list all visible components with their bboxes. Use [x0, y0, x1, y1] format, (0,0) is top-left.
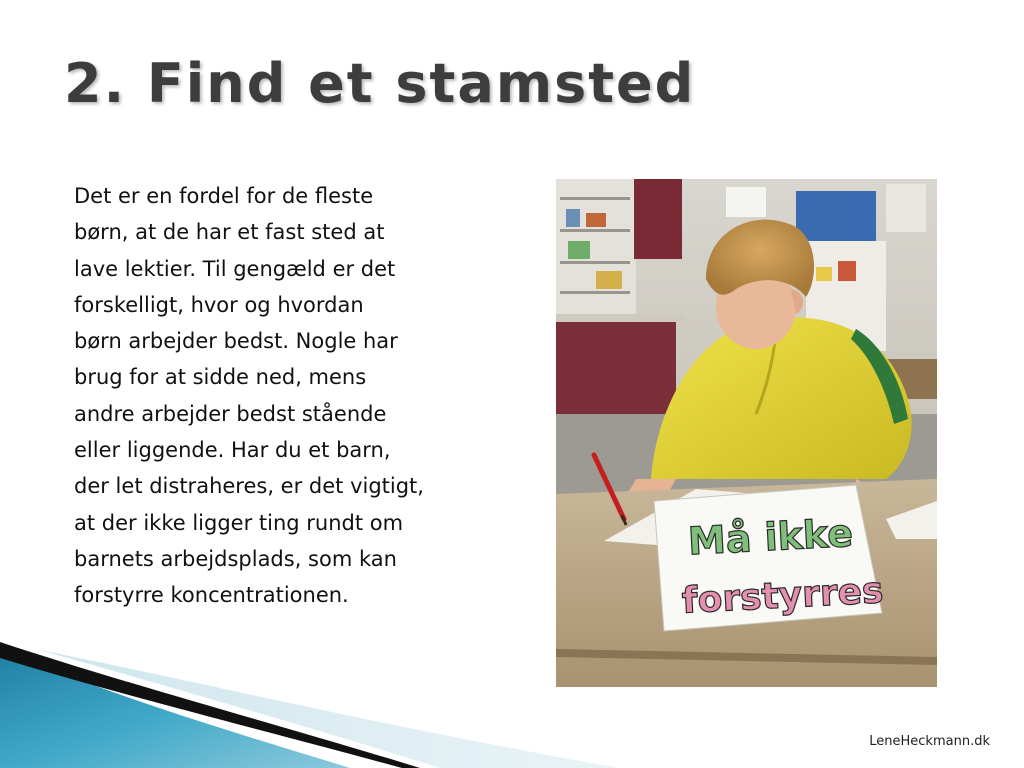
- body-line: lave lektier. Til gengæld er det: [74, 256, 396, 281]
- body-line: Det er en fordel for de fleste: [74, 184, 374, 208]
- body-line: andre arbejder bedst stående: [74, 401, 387, 426]
- do-not-disturb-sign: [654, 485, 884, 631]
- body-line: barnets arbejdsplads, som kan: [74, 546, 397, 571]
- sign-line-1: Må ikke: [686, 510, 854, 564]
- footer-swoosh-decoration: [0, 620, 620, 768]
- body-line: forskelligt, hvor og hvordan: [74, 292, 364, 317]
- sign-line-2: forstyrres: [680, 570, 885, 622]
- classroom-photo: [556, 179, 937, 687]
- body-text: [74, 178, 514, 614]
- body-line: eller liggende. Har du et barn,: [74, 438, 391, 463]
- footer-credit: LeneHeckmann.dk: [869, 734, 990, 749]
- body-line: der let distraheres, er det vigtigt,: [74, 474, 424, 499]
- body-line: brug for at sidde ned, mens: [74, 365, 367, 390]
- body-line: børn arbejder bedst. Nogle har: [74, 329, 398, 354]
- slide-title: 2. Find et stamsted: [64, 52, 696, 115]
- body-line: forstyrre koncentrationen.: [74, 583, 349, 608]
- body-line: børn, at de har et fast sted at: [74, 220, 385, 245]
- body-line: at der ikke ligger ting rundt om: [74, 510, 404, 535]
